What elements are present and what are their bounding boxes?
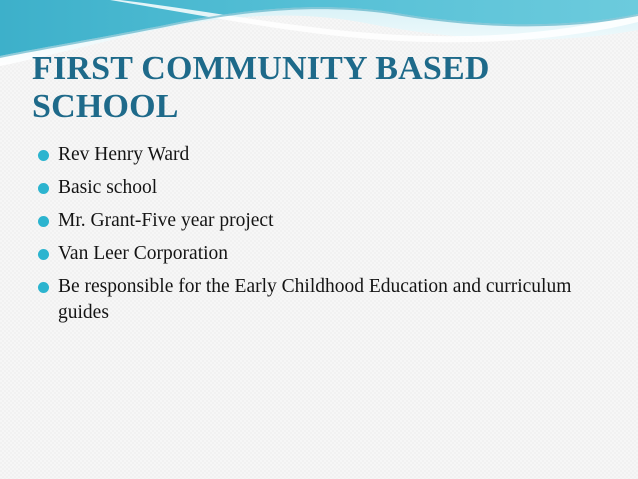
bullet-item xyxy=(36,142,596,168)
bullet-item xyxy=(36,274,596,326)
bullet-marker-icon xyxy=(38,249,49,260)
bullet-item xyxy=(36,175,596,201)
bullet-list xyxy=(36,142,596,333)
bullet-marker-icon xyxy=(38,282,49,293)
bullet-text: Mr. Grant-Five year project xyxy=(58,210,274,231)
bullet-text: Be responsible for the Early Childhood Education and curriculum guides xyxy=(58,276,572,323)
bullet-marker-icon xyxy=(38,183,49,194)
bullet-text: Rev Henry Ward xyxy=(58,144,190,165)
slide-title: FIRST COMMUNITY BASED SCHOOL xyxy=(32,50,490,125)
bullet-text: Van Leer Corporation xyxy=(58,243,229,264)
bullet-item xyxy=(36,208,596,234)
bullet-marker-icon xyxy=(38,216,49,227)
bullet-item xyxy=(36,241,596,267)
bullet-text: Basic school xyxy=(58,177,158,198)
bullet-marker-icon xyxy=(38,150,49,161)
